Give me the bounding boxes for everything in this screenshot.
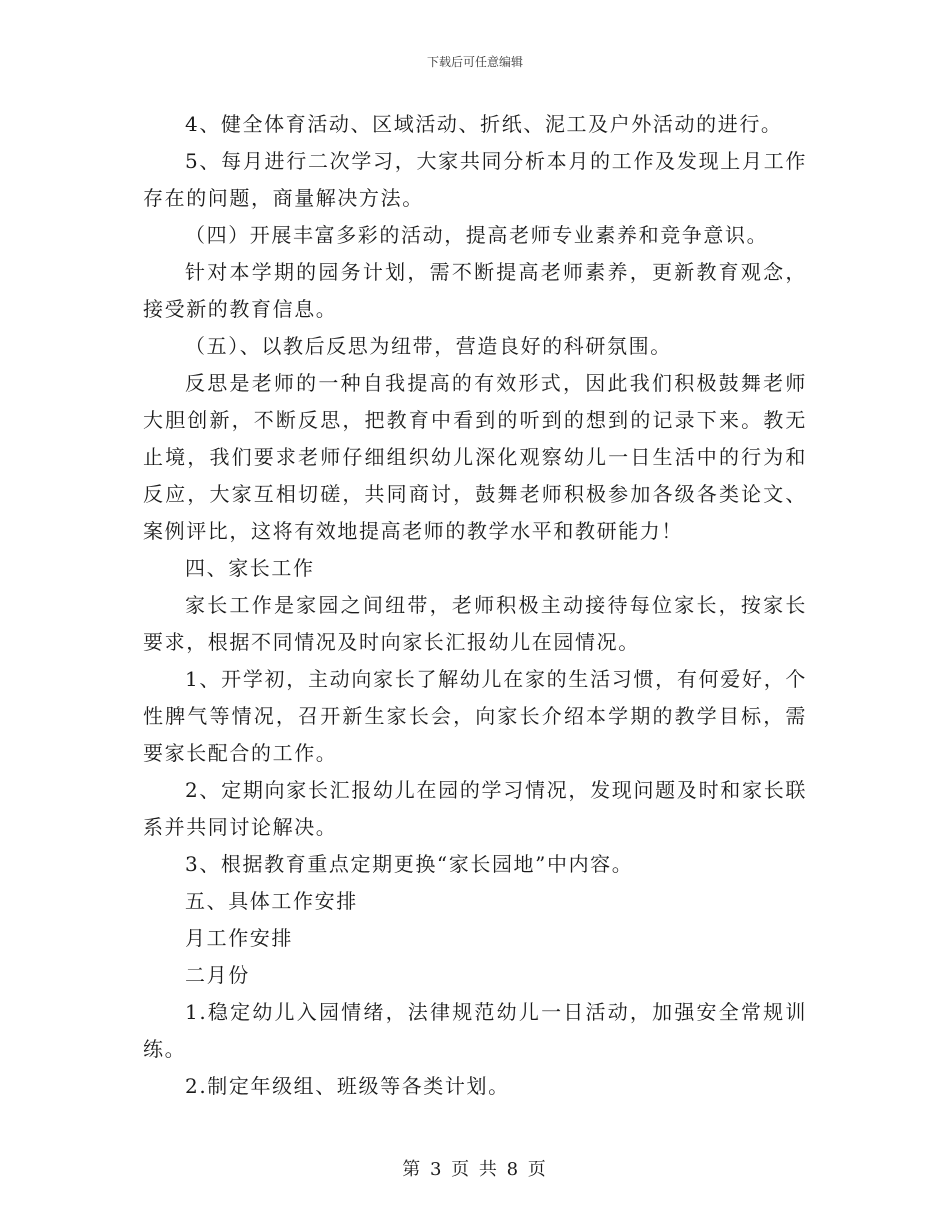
page-number: 第 3 页 共 8 页 xyxy=(402,1159,548,1180)
paragraph: 3、根据教育重点定期更换“家长园地”中内容。 xyxy=(185,852,634,876)
document-body xyxy=(143,106,807,1105)
section-heading: （四）开展丰富多彩的活动，提高老师专业素养和竞争意识。 xyxy=(185,223,769,247)
paragraph: 1、开学初，主动向家长了解幼儿在家的生活习惯，有何爱好，个性脾气等情况，召开新生家长会，向家长介绍本学期的教学目标，需要家长配合的工作。 xyxy=(143,667,807,765)
paragraph: 1.稳定幼儿入园情绪，法律规范幼儿一日活动，加强安全常规训练。 xyxy=(143,1000,807,1061)
paragraph: 2.制定年级组、班级等各类计划。 xyxy=(185,1074,510,1098)
paragraph: 家长工作是家园之间纽带，老师积极主动接待每位家长，按家长要求，根据不同情况及时向家长汇报幼儿在园情况。 xyxy=(143,593,807,654)
paragraph: 4、健全体育活动、区域活动、折纸、泥工及户外活动的进行。 xyxy=(185,112,783,136)
subheading: 月工作安排 xyxy=(185,926,293,950)
subheading: 二月份 xyxy=(185,963,250,987)
page-header: 下载后可任意编辑 xyxy=(426,55,523,69)
paragraph: 反思是老师的一种自我提高的有效形式，因此我们积极鼓舞老师大胆创新，不断反思，把教育中看到的听到的想到的记录下来。教无止境，我们要求老师仔细组织幼儿深化观察幼儿一日生活中的行为和反应，大家互相切磋，共同商讨，鼓舞老师积极参加各级各类论文、案例评比，这将有效地提高老师的教学水平和教研能力！ xyxy=(143,371,807,543)
section-heading: 五、具体工作安排 xyxy=(185,889,358,913)
paragraph: 5、每月进行二次学习，大家共同分析本月的工作及发现上月工作存在的问题，商量解决方法。 xyxy=(143,149,807,210)
section-heading: 四、家长工作 xyxy=(185,556,315,580)
paragraph: 针对本学期的园务计划，需不断提高老师素养，更新教育观念，接受新的教育信息。 xyxy=(143,260,807,321)
paragraph: 2、定期向家长汇报幼儿在园的学习情况，发现问题及时和家长联系并共同讨论解决。 xyxy=(143,778,807,839)
section-heading: （五）、以教后反思为纽带，营造良好的科研氛围。 xyxy=(185,334,672,358)
